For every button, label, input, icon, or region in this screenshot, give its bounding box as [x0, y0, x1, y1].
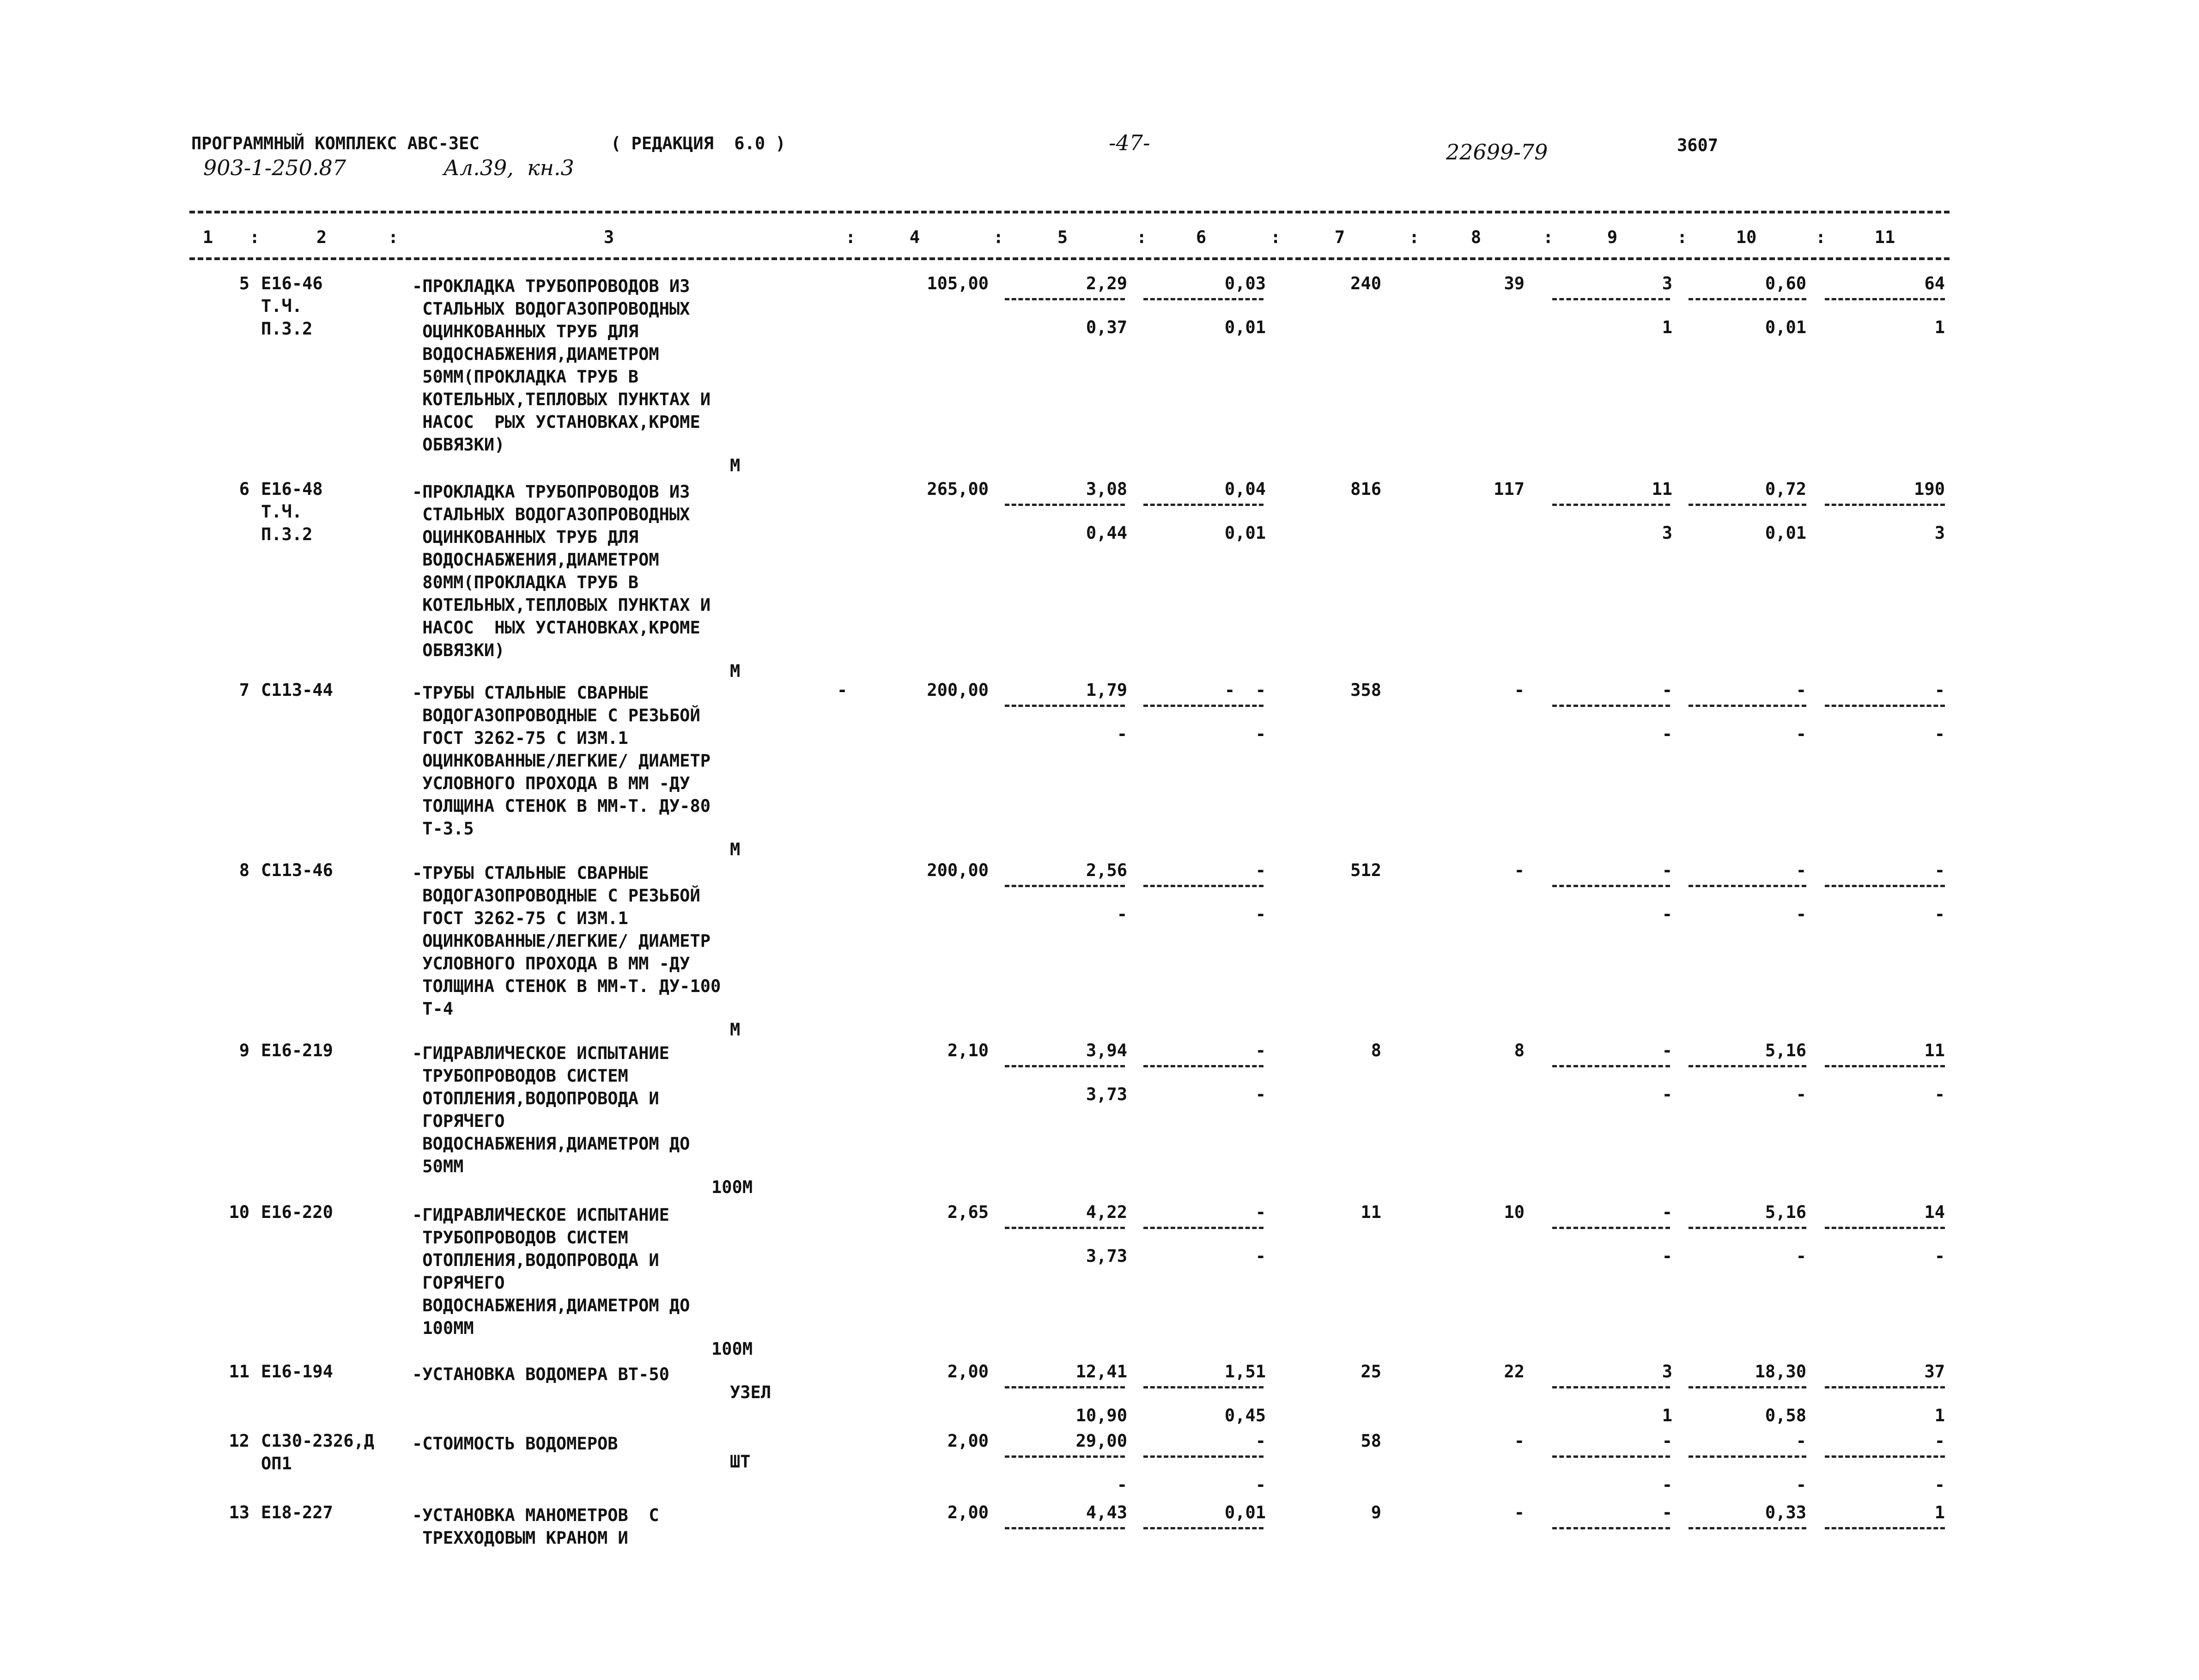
cell-c10: 18,30 [1755, 1362, 1806, 1382]
row-unit: УЗЕЛ [730, 1382, 771, 1402]
description-line: ВОДОГАЗОПРОВОДНЫЕ С РЕЗЬБОЙ [412, 886, 700, 906]
column-header-4: 4 [909, 227, 920, 247]
cell-c5: 2,29 [1086, 274, 1127, 293]
column-separator: : [1543, 227, 1554, 247]
cell-c7: 358 [1350, 680, 1381, 700]
cell-c9: 3 [1662, 1362, 1672, 1382]
description-line: -УСТАНОВКА ВОДОМЕРА ВТ-50 [412, 1364, 669, 1384]
column-separator: : [1136, 227, 1147, 247]
cell-rule [1825, 1386, 1945, 1388]
cell-c8: 22 [1504, 1362, 1525, 1382]
cell-rule [1689, 1065, 1806, 1067]
description-line: ВОДОГАЗОПРОВОДНЫЕ С РЕЗЬБОЙ [412, 706, 700, 725]
header-top-rule [189, 211, 1950, 213]
cell-rule [1143, 1386, 1264, 1388]
description-line: -ТРУБЫ СТАЛЬНЫЕ СВАРНЫЕ [412, 863, 649, 883]
cell-c6: 0,04 [1224, 479, 1266, 499]
cell-c6-lower: - [1255, 1084, 1266, 1104]
description-line: -УСТАНОВКА МАНОМЕТРОВ С [412, 1505, 659, 1525]
row-code: Т.Ч. [261, 502, 303, 522]
description-line: ГОСТ 3262-75 С ИЗМ.1 [412, 728, 628, 748]
column-separator: : [1409, 227, 1420, 247]
description-line: КОТЕЛЬНЫХ,ТЕПЛОВЫХ ПУНКТАХ И [412, 390, 711, 409]
cell-c8: - [1514, 680, 1525, 700]
row-code: ОП1 [261, 1454, 292, 1473]
description-line: УСЛОВНОГО ПРОХОДА В ММ -ДУ [412, 773, 690, 793]
description-line: 50ММ [412, 1157, 464, 1176]
cell-c5-lower: 3,73 [1086, 1084, 1127, 1104]
cell-c11-lower: 1 [1934, 1406, 1945, 1425]
description-line: КОТЕЛЬНЫХ,ТЕПЛОВЫХ ПУНКТАХ И [412, 595, 711, 615]
column-3-dash: - [837, 680, 848, 700]
description-line: ВОДОСНАБЖЕНИЯ,ДИАМЕТРОМ ДО [412, 1296, 690, 1315]
cell-rule [1143, 504, 1264, 506]
column-header-10: 10 [1736, 227, 1757, 247]
cell-c9-lower: - [1662, 1084, 1672, 1104]
cell-rule [1143, 1227, 1264, 1229]
row-number: 6 [239, 479, 249, 499]
description-line: ТОЛЩИНА СТЕНОК В ММ-Т. ДУ-100 [412, 976, 721, 996]
cell-c5: 4,43 [1086, 1503, 1127, 1522]
cell-c4: 2,00 [947, 1431, 989, 1451]
row-code: Е18-227 [261, 1503, 333, 1522]
cell-c11: - [1934, 860, 1945, 880]
header-bottom-rule [189, 257, 1950, 260]
cell-c11: 14 [1924, 1202, 1945, 1222]
cell-rule [1689, 1386, 1806, 1388]
description-line: ТРЕХХОДОВЫМ КРАНОМ И [412, 1528, 628, 1548]
project-number: 903-1-250.87 [203, 155, 346, 180]
description-line: НАСОС НЫХ УСТАНОВКАХ,КРОМЕ [412, 618, 700, 638]
row-code: С130-2326,Д [261, 1431, 375, 1451]
cell-c6: - [1255, 1041, 1266, 1060]
cell-c4: 2,10 [947, 1041, 989, 1060]
column-header-6: 6 [1196, 227, 1207, 247]
description-line: 50ММ(ПРОКЛАДКА ТРУБ В [412, 367, 639, 387]
row-number: 10 [229, 1202, 249, 1222]
cell-c6-lower: 0,45 [1224, 1406, 1266, 1425]
row-number: 11 [229, 1362, 249, 1382]
row-number: 13 [229, 1503, 249, 1522]
row-code: С113-44 [261, 680, 333, 700]
cell-rule [1825, 1065, 1945, 1067]
cell-c9: - [1662, 1503, 1672, 1522]
cell-c10: - [1796, 680, 1806, 700]
cell-c11-lower: 1 [1934, 317, 1945, 337]
cell-c11-lower: - [1934, 904, 1945, 924]
cell-rule [1552, 1065, 1670, 1067]
row-description [412, 1363, 669, 1386]
cell-c10-lower: - [1796, 724, 1806, 744]
description-line: ОТОПЛЕНИЯ,ВОДОПРОВОДА И [412, 1250, 659, 1270]
column-header-2: 2 [316, 227, 327, 247]
row-unit: М [730, 456, 741, 475]
cell-c7: 240 [1350, 274, 1381, 293]
cell-rule [1689, 1527, 1806, 1529]
handwritten-code: 22699-79 [1446, 140, 1548, 164]
cell-rule [1143, 885, 1264, 887]
description-line: ГОРЯЧЕГО [412, 1111, 505, 1131]
cell-c9: 3 [1662, 274, 1672, 293]
description-line: ВОДОСНАБЖЕНИЯ,ДИАМЕТРОМ ДО [412, 1134, 690, 1154]
cell-c5: 2,56 [1086, 860, 1127, 880]
cell-rule [1552, 1455, 1670, 1458]
row-number: 5 [239, 274, 249, 293]
cell-c6: 1,51 [1224, 1362, 1266, 1382]
cell-c7: 8 [1371, 1041, 1381, 1060]
cell-rule [1552, 298, 1670, 300]
cell-c5-lower: 10,90 [1075, 1406, 1127, 1425]
row-code: С113-46 [261, 860, 333, 880]
row-unit: М [730, 661, 741, 681]
cell-c10: 0,33 [1765, 1503, 1806, 1522]
description-line: 100ММ [412, 1318, 474, 1338]
cell-c4: 2,00 [947, 1362, 989, 1382]
cell-c11-lower: 3 [1934, 523, 1945, 543]
cell-rule [1005, 1527, 1125, 1529]
row-code: Е16-220 [261, 1202, 333, 1222]
cell-c9: - [1662, 1041, 1672, 1060]
row-description [412, 481, 711, 662]
cell-rule [1143, 1065, 1264, 1067]
column-separator: : [1816, 227, 1826, 247]
cell-rule [1143, 1527, 1264, 1529]
cell-c8: 10 [1504, 1202, 1525, 1222]
description-line: -ТРУБЫ СТАЛЬНЫЕ СВАРНЫЕ [412, 683, 649, 703]
cell-c8: 8 [1514, 1041, 1525, 1060]
description-line: ТРУБОПРОВОДОВ СИСТЕМ [412, 1228, 628, 1248]
cell-c4: 2,00 [947, 1503, 989, 1522]
cell-rule [1825, 298, 1945, 300]
column-header-7: 7 [1334, 227, 1345, 247]
row-description [412, 275, 711, 456]
row-code: П.3.2 [261, 524, 313, 544]
cell-rule [1552, 705, 1670, 707]
row-description [412, 1504, 659, 1549]
cell-rule [1552, 885, 1670, 887]
cell-c5-lower: 3,73 [1086, 1246, 1127, 1266]
cell-rule [1689, 504, 1806, 506]
cell-c9: - [1662, 1431, 1672, 1451]
cell-c9-lower: - [1662, 724, 1672, 744]
row-number: 8 [239, 860, 249, 880]
cell-c10: 5,16 [1765, 1041, 1806, 1060]
description-line: СТАЛЬНЫХ ВОДОГАЗОПРОВОДНЫХ [412, 505, 690, 524]
column-header-5: 5 [1057, 227, 1068, 247]
cell-c11: - [1934, 1431, 1945, 1451]
cell-rule [1552, 1227, 1670, 1229]
cell-rule [1689, 885, 1806, 887]
cell-c8: - [1514, 1503, 1525, 1522]
cell-c8: 39 [1504, 274, 1525, 293]
cell-rule [1005, 885, 1125, 887]
cell-c10-lower: - [1796, 1246, 1806, 1266]
cell-c10-lower: 0,58 [1765, 1406, 1806, 1425]
column-separator: : [1270, 227, 1281, 247]
cell-c6-lower: - [1255, 904, 1266, 924]
row-unit: 100М [711, 1177, 753, 1197]
column-header-1: 1 [202, 227, 213, 247]
row-code: П.3.2 [261, 319, 313, 339]
column-header-11: 11 [1874, 227, 1895, 247]
cell-c5: 3,08 [1086, 479, 1127, 499]
cell-rule [1143, 298, 1264, 300]
description-line: ГОРЯЧЕГО [412, 1273, 505, 1293]
description-line: 80ММ(ПРОКЛАДКА ТРУБ В [412, 572, 639, 592]
cell-rule [1552, 1527, 1670, 1529]
row-code: Е16-219 [261, 1041, 333, 1060]
cell-c9: 11 [1652, 479, 1672, 499]
cell-rule [1825, 1455, 1945, 1458]
row-description [412, 1432, 618, 1455]
column-header-8: 8 [1470, 227, 1482, 247]
row-description [412, 682, 711, 840]
cell-c11: - [1934, 680, 1945, 700]
cell-c6-lower: 0,01 [1224, 523, 1266, 543]
edition-label: ( РЕДАКЦИЯ 6.0 ) [611, 134, 786, 153]
page-number: -47- [1109, 130, 1150, 155]
cell-c11: 1 [1934, 1503, 1945, 1522]
cell-c6: 0,01 [1224, 1503, 1266, 1522]
cell-c9-lower: 1 [1662, 317, 1672, 337]
cell-c10: 0,60 [1765, 274, 1806, 293]
description-line: УСЛОВНОГО ПРОХОДА В ММ -ДУ [412, 954, 690, 974]
description-line: ОБВЯЗКИ) [412, 435, 505, 455]
description-line: ВОДОСНАБЖЕНИЯ,ДИАМЕТРОМ [412, 550, 659, 570]
cell-c5-lower: - [1117, 724, 1127, 744]
description-line: ТОЛЩИНА СТЕНОК В ММ-Т. ДУ-80 [412, 796, 711, 816]
cell-c8: - [1514, 860, 1525, 880]
column-separator: : [1677, 227, 1688, 247]
description-line: Т-3.5 [412, 819, 474, 839]
cell-c4: 200,00 [927, 860, 989, 880]
cell-c8: 117 [1494, 479, 1525, 499]
cell-c10-lower: - [1796, 1475, 1806, 1495]
row-description [412, 1204, 690, 1339]
column-separator: : [388, 227, 399, 247]
cell-c9: - [1662, 860, 1672, 880]
cell-c11: 37 [1924, 1362, 1945, 1382]
description-line: -ГИДРАВЛИЧЕСКОЕ ИСПЫТАНИЕ [412, 1043, 669, 1063]
cell-rule [1825, 1227, 1945, 1229]
description-line: ОЦИНКОВАННЫЕ/ЛЕГКИЕ/ ДИАМЕТР [412, 931, 711, 951]
cell-rule [1825, 885, 1945, 887]
cell-c6: - [1255, 1202, 1266, 1222]
cell-c7: 58 [1361, 1431, 1381, 1451]
cell-c7: 9 [1371, 1503, 1381, 1522]
cell-c5-lower: - [1117, 1475, 1127, 1495]
cell-rule [1552, 504, 1670, 506]
row-number: 9 [239, 1041, 249, 1060]
cell-rule [1689, 1455, 1806, 1458]
cell-rule [1825, 705, 1945, 707]
cell-c10: 5,16 [1765, 1202, 1806, 1222]
cell-c9-lower: 3 [1662, 523, 1672, 543]
cell-c5: 1,79 [1086, 680, 1127, 700]
row-code: Е16-48 [261, 479, 323, 499]
cell-rule [1005, 1386, 1125, 1388]
cell-c5: 3,94 [1086, 1041, 1127, 1060]
cell-c10-lower: - [1796, 904, 1806, 924]
cell-c9-lower: - [1662, 1475, 1672, 1495]
cell-c6: 0,03 [1224, 274, 1266, 293]
row-number: 7 [239, 680, 249, 700]
column-header-3: 3 [603, 227, 614, 247]
cell-rule [1689, 1227, 1806, 1229]
cell-c5: 29,00 [1075, 1431, 1127, 1451]
cell-c11: 11 [1924, 1041, 1945, 1060]
cell-c4: 2,65 [947, 1202, 989, 1222]
cell-c11-lower: - [1934, 724, 1945, 744]
row-unit: М [730, 1020, 741, 1040]
column-header-9: 9 [1607, 227, 1618, 247]
cell-rule [1689, 705, 1806, 707]
description-line: -ПРОКЛАДКА ТРУБОПРОВОДОВ ИЗ [412, 482, 690, 502]
cell-c10: - [1796, 1431, 1806, 1451]
row-description [412, 862, 721, 1020]
cell-c10: - [1796, 860, 1806, 880]
description-line: ОТОПЛЕНИЯ,ВОДОПРОВОДА И [412, 1089, 659, 1108]
cell-c6-lower: 0,01 [1224, 317, 1266, 337]
document-number: 3607 [1677, 135, 1719, 155]
column-separator: : [993, 227, 1004, 247]
description-line: ГОСТ 3262-75 С ИЗМ.1 [412, 908, 628, 928]
cell-c9: - [1662, 680, 1672, 700]
cell-c6: - [1255, 860, 1266, 880]
row-unit: ШТ [730, 1452, 751, 1472]
cell-c7: 25 [1361, 1362, 1381, 1382]
cell-c10: 0,72 [1765, 479, 1806, 499]
cell-rule [1689, 298, 1806, 300]
cell-c5-lower: - [1117, 904, 1127, 924]
cell-c6-lower: - [1255, 724, 1266, 744]
cell-rule [1005, 504, 1125, 506]
cell-c5-lower: 0,44 [1086, 523, 1127, 543]
cell-c6-lower: - [1255, 1475, 1266, 1495]
cell-rule [1825, 1527, 1945, 1529]
description-line: -СТОИМОСТЬ ВОДОМЕРОВ [412, 1434, 618, 1454]
description-line: Т-4 [412, 999, 454, 1019]
description-line: ОЦИНКОВАННЫЕ/ЛЕГКИЕ/ ДИАМЕТР [412, 751, 711, 771]
description-line: ОБВЯЗКИ) [412, 640, 505, 660]
cell-rule [1005, 1455, 1125, 1458]
cell-c10-lower: 0,01 [1765, 317, 1806, 337]
cell-c10-lower: 0,01 [1765, 523, 1806, 543]
sheet-reference: Ал.39, кн.3 [443, 155, 574, 180]
description-line: -ПРОКЛАДКА ТРУБОПРОВОДОВ ИЗ [412, 276, 690, 296]
cell-c9-lower: - [1662, 1246, 1672, 1266]
row-number: 12 [229, 1431, 249, 1451]
description-line: ОЦИНКОВАННЫХ ТРУБ ДЛЯ [412, 322, 639, 341]
cell-c7: 816 [1350, 479, 1381, 499]
cell-c9-lower: 1 [1662, 1406, 1672, 1425]
description-line: СТАЛЬНЫХ ВОДОГАЗОПРОВОДНЫХ [412, 299, 690, 319]
cell-rule [1143, 705, 1264, 707]
cell-c4: 200,00 [927, 680, 989, 700]
cell-c6: - - [1224, 680, 1266, 700]
cell-c11-lower: - [1934, 1475, 1945, 1495]
row-unit: М [730, 840, 741, 859]
cell-rule [1005, 1227, 1125, 1229]
description-line: НАСОС РЫХ УСТАНОВКАХ,КРОМЕ [412, 412, 700, 432]
row-description [412, 1042, 690, 1178]
program-title: ПРОГРАММНЫЙ КОМПЛЕКС АВС-3ЕС [191, 134, 480, 153]
cell-rule [1552, 1386, 1670, 1388]
cell-c8: - [1514, 1431, 1525, 1451]
cell-c4: 265,00 [927, 479, 989, 499]
cell-rule [1143, 1455, 1264, 1458]
cell-c11: 64 [1924, 274, 1945, 293]
column-separator: : [249, 227, 260, 247]
row-code: Е16-46 [261, 274, 323, 293]
row-unit: 100М [711, 1339, 753, 1359]
cell-c5: 4,22 [1086, 1202, 1127, 1222]
cell-c4: 105,00 [927, 274, 989, 293]
cell-c7: 11 [1361, 1202, 1381, 1222]
cell-c11: 190 [1914, 479, 1945, 499]
row-code: Е16-194 [261, 1362, 333, 1382]
cell-c6: - [1255, 1431, 1266, 1451]
cell-rule [1005, 298, 1125, 300]
cell-c11-lower: - [1934, 1084, 1945, 1104]
cell-rule [1005, 1065, 1125, 1067]
description-line: -ГИДРАВЛИЧЕСКОЕ ИСПЫТАНИЕ [412, 1205, 669, 1225]
cell-rule [1005, 705, 1125, 707]
cell-c9-lower: - [1662, 904, 1672, 924]
description-line: ТРУБОПРОВОДОВ СИСТЕМ [412, 1066, 628, 1086]
cell-rule [1825, 504, 1945, 506]
row-code: Т.Ч. [261, 296, 303, 316]
column-separator: : [845, 227, 856, 247]
description-line: ОЦИНКОВАННЫХ ТРУБ ДЛЯ [412, 527, 639, 547]
cell-c5: 12,41 [1075, 1362, 1127, 1382]
cell-c10-lower: - [1796, 1084, 1806, 1104]
description-line: ВОДОСНАБЖЕНИЯ,ДИАМЕТРОМ [412, 344, 659, 364]
cell-c9: - [1662, 1202, 1672, 1222]
cell-c11-lower: - [1934, 1246, 1945, 1266]
cell-c7: 512 [1350, 860, 1381, 880]
cell-c6-lower: - [1255, 1246, 1266, 1266]
cell-c5-lower: 0,37 [1086, 317, 1127, 337]
